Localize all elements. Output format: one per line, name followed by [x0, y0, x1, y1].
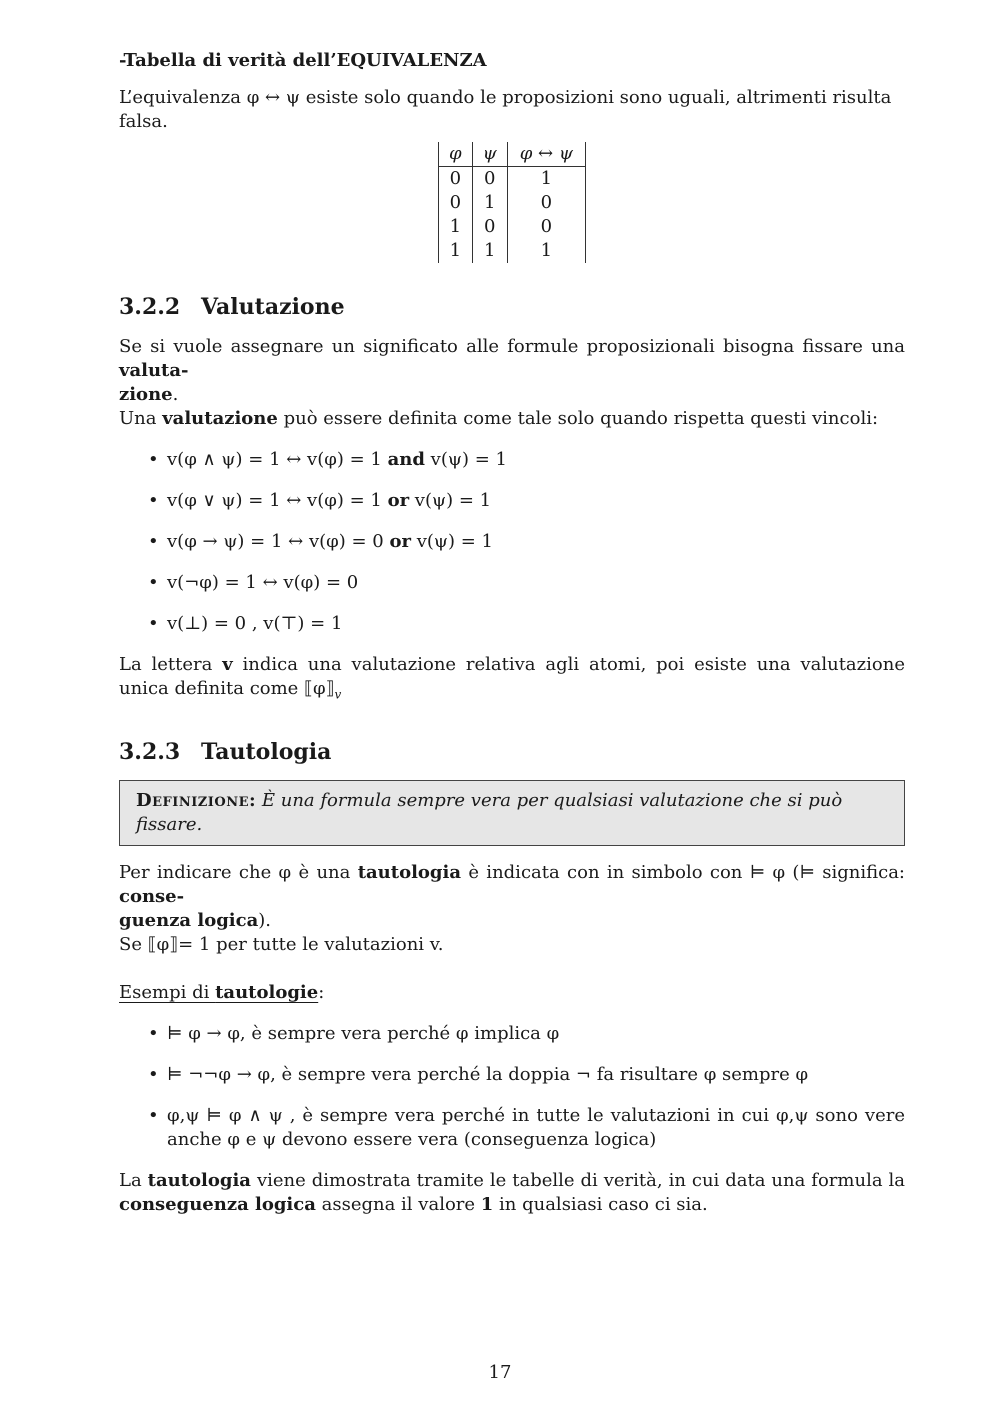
definition-label: Definizione:	[136, 789, 257, 811]
header-psi: ψ	[472, 142, 507, 167]
valutazione-paragraph-3	[119, 653, 905, 707]
list-item	[119, 448, 905, 472]
section-number: 3.2.2	[119, 294, 181, 320]
text-span: Per indicare che φ è una	[119, 861, 358, 883]
valutazione-paragraph-2	[119, 407, 905, 431]
list-item	[119, 530, 905, 554]
bold-term: or	[389, 531, 411, 552]
bold-term: tautologie	[215, 981, 319, 1003]
text-span: La	[119, 1169, 148, 1191]
text-span: Esempi di	[119, 981, 216, 1003]
header-phi: φ	[439, 142, 473, 167]
table-cell: 1	[439, 239, 473, 263]
page-number: 17	[488, 1362, 512, 1383]
definition-text: È una formula sempre vera per qualsiasi valutazione che si può fissare.	[136, 789, 843, 835]
header-equiv: φ ↔ ψ	[507, 142, 585, 167]
text-span: Se si vuole assegnare un significato alle formule proposizionali bisogna fissare una	[119, 336, 905, 357]
text-span: indica una valutazione relativa agli atomi, poi esiste una valutazione unica definita come ⟦φ⟧	[119, 654, 905, 699]
table-cell: 1	[507, 167, 585, 192]
formula: v(ψ) = 1	[409, 490, 492, 511]
examples-heading	[119, 981, 905, 1005]
formula: v(ψ) = 1	[424, 449, 507, 470]
formula: v(⊥) = 0 , v(⊤) = 1	[167, 613, 343, 634]
table-cell: 0	[472, 167, 507, 192]
text-span: La lettera	[119, 654, 223, 675]
bold-term: tautologia	[357, 861, 462, 883]
text-span: .	[172, 384, 179, 405]
table-cell: 1	[472, 191, 507, 215]
formula: v(¬φ) = 1 ↔ v(φ) = 0	[167, 572, 359, 593]
list-item: • φ,ψ ⊨ φ ∧ ψ , è sempre vera perché in tutte le valutazioni in cui φ,ψ sono vere anche φ e ψ devono essere vera (conseguenza logica)	[119, 1104, 905, 1152]
equivalence-intro: L’equivalenza φ ↔ ψ esiste solo quando le proposizioni sono uguali, altrimenti risulta falsa.	[119, 87, 892, 132]
table-row	[439, 239, 586, 263]
subscript: v	[334, 687, 342, 702]
examples-list	[119, 1022, 905, 1152]
table-row	[439, 167, 586, 192]
bold-term: guenza logica	[119, 909, 259, 931]
table-cell: 0	[439, 191, 473, 215]
text-span: viene dimostrata tramite le tabelle di verità, in cui data una formula la	[250, 1169, 906, 1191]
bold-term: v	[222, 654, 233, 675]
list-item	[119, 571, 905, 595]
table-cell: 1	[507, 239, 585, 263]
formula: v(φ ∧ ψ) = 1 ↔ v(φ) = 1	[167, 449, 388, 470]
text-span: :	[318, 981, 325, 1003]
bold-term: zione	[119, 384, 173, 405]
page-content	[119, 45, 905, 1217]
bold-term: conseguenza logica	[119, 1193, 316, 1215]
table-row	[439, 191, 586, 215]
list-item: • ⊨ ¬¬φ → φ, è sempre vera perché la doppia ¬ fa risultare φ sempre φ	[119, 1063, 905, 1087]
tautologia-paragraph-1	[119, 861, 905, 933]
text-span: in qualsiasi caso ci sia.	[493, 1193, 708, 1215]
table-cell: 0	[507, 215, 585, 239]
bold-term: conse-	[119, 885, 185, 907]
valutazione-constraints-list	[119, 448, 905, 636]
section-title: Tautologia	[201, 738, 332, 765]
section-number: 3.2.3	[119, 738, 181, 765]
text-span: ).	[258, 909, 272, 931]
list-item	[119, 489, 905, 513]
bold-term: 1	[480, 1193, 494, 1215]
tautologia-paragraph-2: Se ⟦φ⟧= 1 per tutte le valutazioni v.	[119, 933, 444, 955]
section-3-2-3-heading	[119, 738, 905, 766]
table-cell: 0	[439, 167, 473, 192]
definition-box	[119, 780, 905, 846]
table-cell: 1	[439, 215, 473, 239]
valutazione-paragraph-1	[119, 335, 905, 407]
text-span: Una	[119, 408, 163, 429]
truth-table	[438, 142, 586, 263]
list-item	[119, 612, 905, 636]
table-cell: 1	[472, 239, 507, 263]
text-span: assegna il valore	[315, 1193, 481, 1215]
section-3-2-2-heading	[119, 293, 905, 321]
truth-table-header	[439, 142, 586, 167]
formula: v(ψ) = 1	[410, 531, 494, 552]
bold-term: or	[387, 490, 410, 511]
bold-term: tautologia	[147, 1169, 251, 1191]
table-cell: 0	[472, 215, 507, 239]
formula: v(φ → ψ) = 1 ↔ v(φ) = 0	[167, 531, 390, 552]
tautologia-paragraph-3	[119, 1169, 905, 1217]
text-span: può essere definita come tale solo quando rispetta questi vincoli:	[277, 408, 879, 429]
bold-term: and	[387, 449, 425, 470]
table-row	[439, 215, 586, 239]
bold-term: valuta-	[119, 360, 189, 381]
section-title: Valutazione	[201, 294, 345, 320]
list-item: • ⊨ φ → φ, è sempre vera perché φ implica φ	[119, 1022, 905, 1046]
bold-term: valutazione	[162, 408, 278, 429]
formula: v(φ ∨ ψ) = 1 ↔ v(φ) = 1	[167, 490, 388, 511]
text-span: è indicata con in simbolo con ⊨ φ (⊨ significa:	[461, 861, 905, 883]
table-cell: 0	[507, 191, 585, 215]
equivalence-heading: -Tabella di verità dell’EQUIVALENZA	[119, 50, 487, 71]
